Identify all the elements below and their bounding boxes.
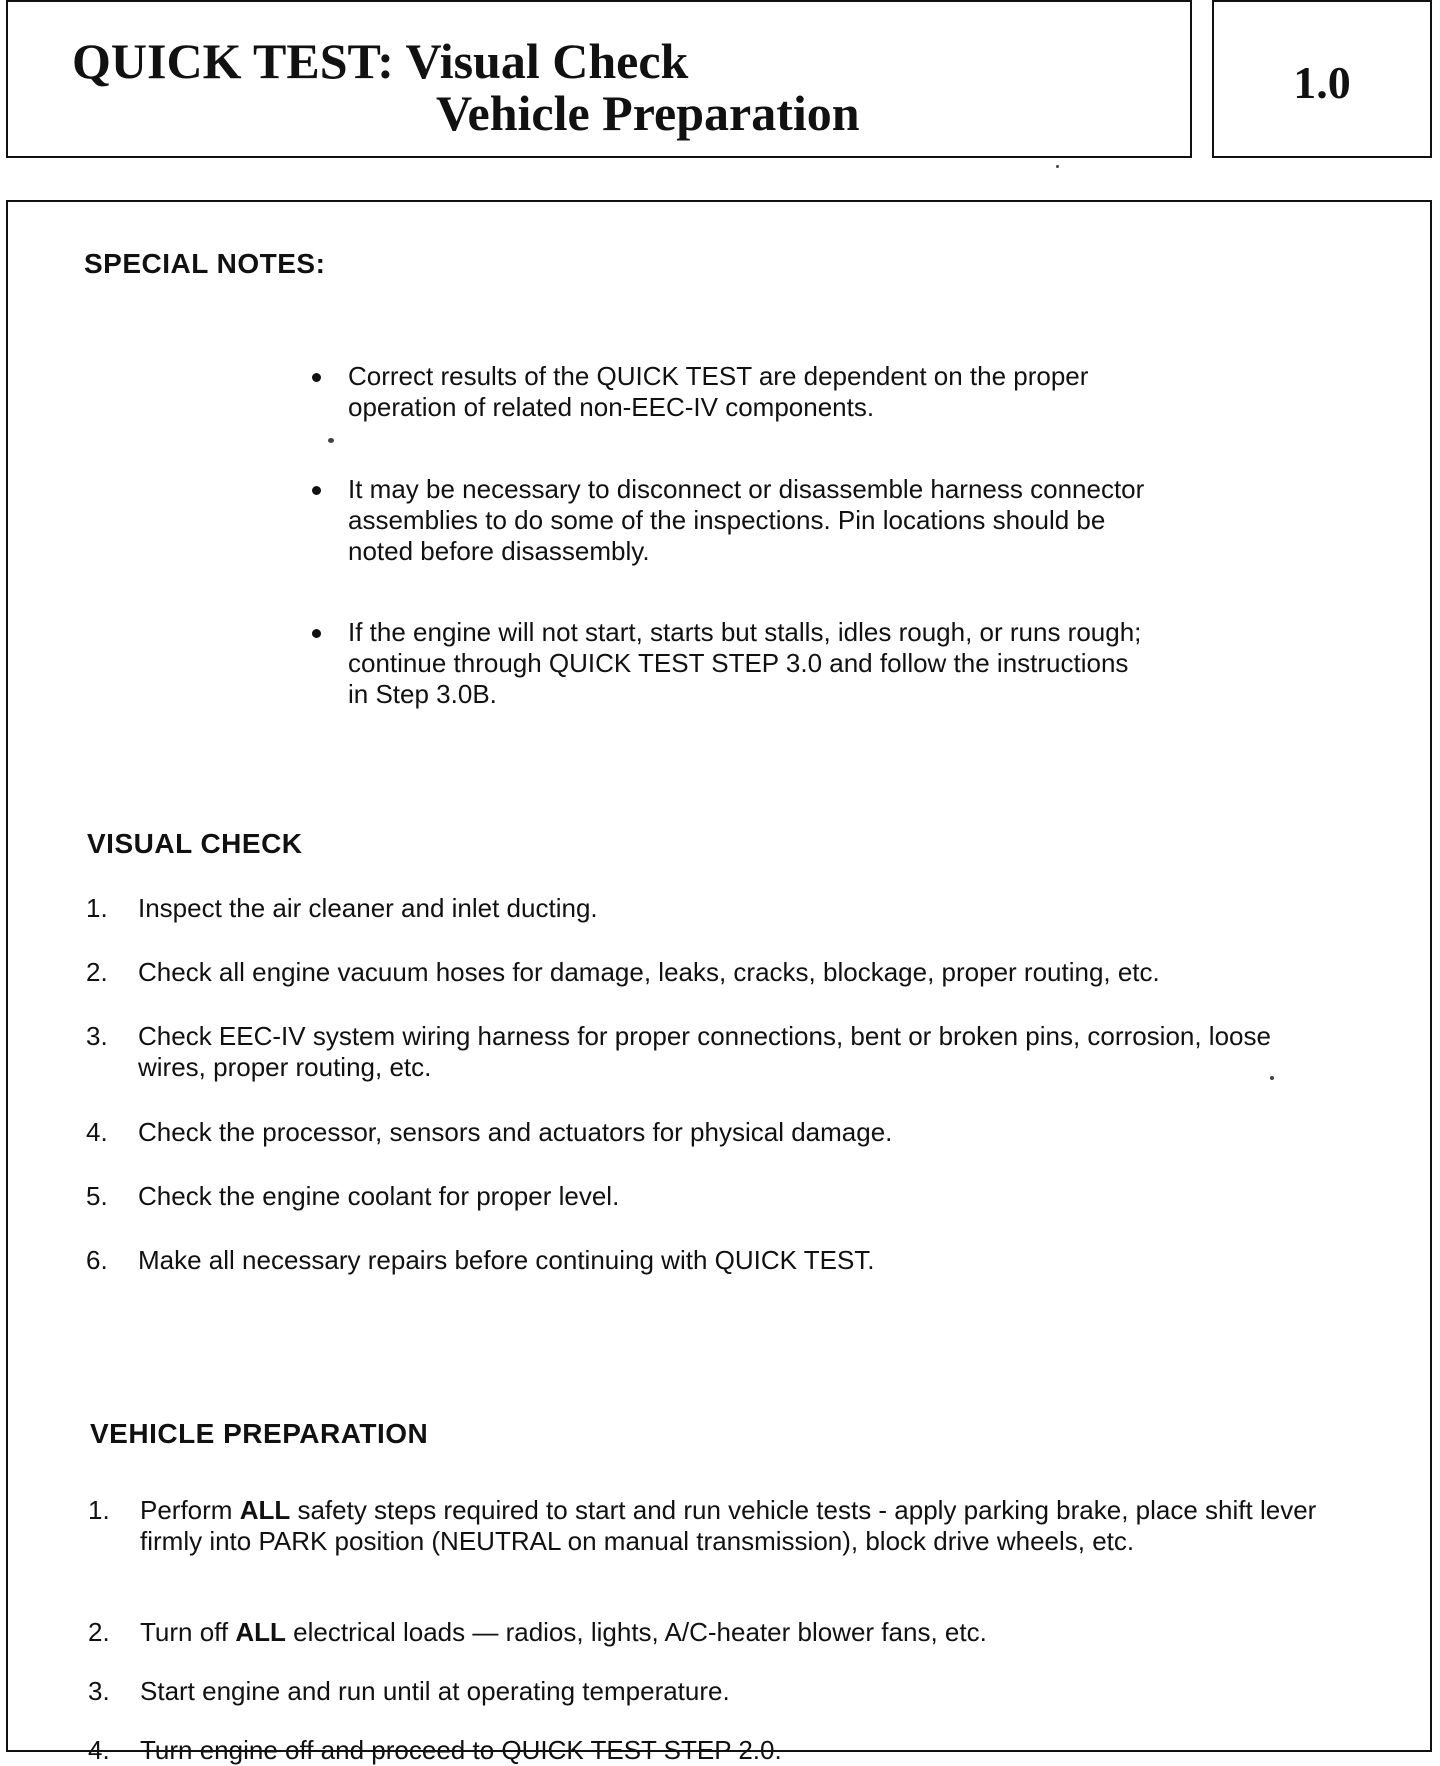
bullet-icon [312,373,321,382]
step-text [140,1676,1350,1707]
special-note-3 [348,617,1148,710]
vehicle-prep-step [88,1735,1350,1766]
step-number: 4. [86,1117,108,1147]
step-text-post: electrical loads — radios, lights, A/C-heater blower fans, etc. [285,1617,987,1647]
visual-check-step [86,1021,1318,1083]
step-number: 4. [88,1735,110,1765]
step-text: Make all necessary repairs before continuing with QUICK TEST. [138,1245,875,1275]
scan-speck [328,438,334,443]
visual-check-step [86,957,1338,988]
step-text-pre: Turn engine off and proceed to QUICK TEST STEP 2.0. [140,1735,782,1765]
special-notes-heading: SPECIAL NOTES: [84,248,326,279]
step-text: Check the processor, sensors and actuators for physical damage. [138,1117,893,1147]
step-number: 2. [86,957,108,987]
visual-check-step [86,1245,1308,1276]
step-number: 2. [88,1617,110,1647]
section-number: 1.0 [1293,57,1351,108]
vehicle-prep-step [88,1617,1350,1648]
page-title-line-1: QUICK TEST: Visual Check [72,33,689,89]
step-text-post: safety steps required to start and run vehicle tests - apply parking brake, place shift lever firmly into PARK position (NEUTRAL on manual transmission), block drive wheels, etc. [140,1495,1317,1556]
bullet-icon [312,486,321,495]
step-text: Check all engine vacuum hoses for damage, leaks, cracks, blockage, proper routing, etc. [138,957,1160,987]
step-number: 3. [86,1021,108,1051]
step-text [140,1735,1350,1766]
step-number: 5. [86,1181,108,1211]
visual-check-step [86,1117,1308,1148]
step-text-pre: Start engine and run until at operating temperature. [140,1676,730,1706]
vehicle-prep-step [88,1676,1350,1707]
visual-check-step [86,1181,1308,1212]
scan-speck [1270,1076,1274,1080]
section-number-box [1212,0,1432,158]
step-number: 1. [86,893,108,923]
visual-check-step [86,893,1308,924]
step-text [140,1617,1350,1648]
vehicle-preparation-heading: VEHICLE PREPARATION [90,1418,429,1449]
vehicle-prep-step [88,1495,1350,1557]
special-note-text: Correct results of the QUICK TEST are dependent on the proper operation of related non-EEC-IV components. [348,361,1089,422]
step-text: Check the engine coolant for proper level. [138,1181,620,1211]
step-text: Inspect the air cleaner and inlet ducting. [138,893,598,923]
bullet-icon [312,629,321,638]
step-text-pre: Perform [140,1495,240,1525]
step-text-bold: ALL [235,1617,286,1647]
special-note-1 [348,361,1148,423]
visual-check-heading: VISUAL CHECK [87,828,303,859]
step-number: 1. [88,1495,110,1525]
special-note-text: If the engine will not start, starts but stalls, idles rough, or runs rough; continue through QUICK TEST STEP 3.0 and follow the instructions in Step 3.0B. [348,617,1142,709]
scan-speck [1056,165,1059,168]
special-note-text: It may be necessary to disconnect or disassemble harness connector assemblies to do some of the inspections. Pin locations should be noted before disassembly. [348,474,1145,566]
step-text-bold: ALL [239,1495,291,1525]
step-number: 6. [86,1245,108,1275]
page-title-line-2: Vehicle Preparation [436,85,860,141]
step-text: Check EEC-IV system wiring harness for proper connections, bent or broken pins, corrosion, loose wires, proper routing, etc. [138,1021,1271,1082]
title-box [6,0,1192,158]
special-note-2 [348,474,1148,567]
step-text-pre: Turn off [140,1617,236,1647]
step-number: 3. [88,1676,110,1706]
step-text [140,1495,1350,1557]
